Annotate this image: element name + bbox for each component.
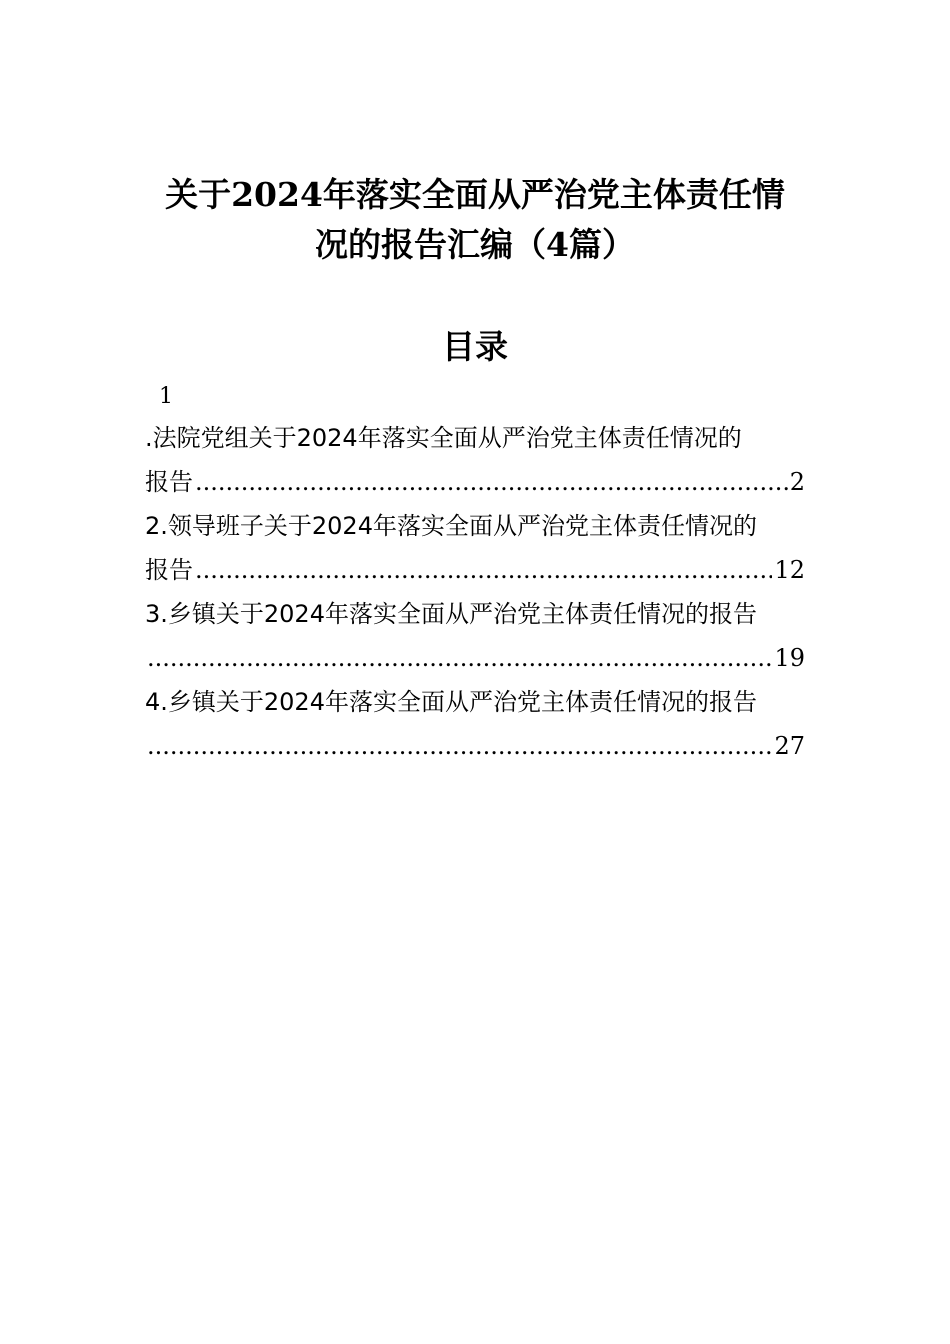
- toc-entry-1[interactable]: [145, 378, 805, 504]
- toc-entry-4[interactable]: [145, 680, 805, 768]
- table-of-contents: [145, 378, 805, 768]
- toc-dot-leader: [147, 636, 772, 680]
- toc-entry-title: .法院党组关于2024年落实全面从严治党主体责任情况的: [145, 424, 742, 452]
- toc-entry-number: 1: [159, 384, 173, 409]
- toc-entry-2[interactable]: [145, 504, 805, 592]
- toc-dot-leader: [147, 724, 772, 768]
- toc-page-number: 19: [774, 644, 805, 672]
- toc-page-number: 12: [774, 556, 805, 584]
- toc-entry-title: 2.领导班子关于2024年落实全面从严治党主体责任情况的: [145, 512, 757, 540]
- toc-dot-leader: [195, 548, 772, 592]
- toc-entry-leader-line: [145, 636, 805, 680]
- toc-entry-title: 3.乡镇关于2024年落实全面从严治党主体责任情况的报告: [145, 600, 757, 628]
- toc-entry-3[interactable]: [145, 592, 805, 680]
- toc-entry-leader-line: [145, 460, 805, 504]
- toc-page-number: 27: [774, 732, 805, 760]
- document-title-line-1: 关于2024年落实全面从严治党主体责任情: [165, 175, 785, 214]
- toc-entry-title-continuation: 报告: [145, 468, 193, 496]
- toc-dot-leader: [195, 460, 788, 504]
- toc-heading: 目录: [442, 327, 508, 366]
- toc-page-number: 2: [789, 468, 805, 496]
- toc-entry-title: 4.乡镇关于2024年落实全面从严治党主体责任情况的报告: [145, 688, 757, 716]
- toc-entry-leader-line: [145, 724, 805, 768]
- toc-entry-leader-line: [145, 548, 805, 592]
- document-title: [120, 170, 830, 270]
- toc-entry-title-continuation: 报告: [145, 556, 193, 584]
- document-title-line-2: 况的报告汇编（4篇）: [315, 225, 635, 264]
